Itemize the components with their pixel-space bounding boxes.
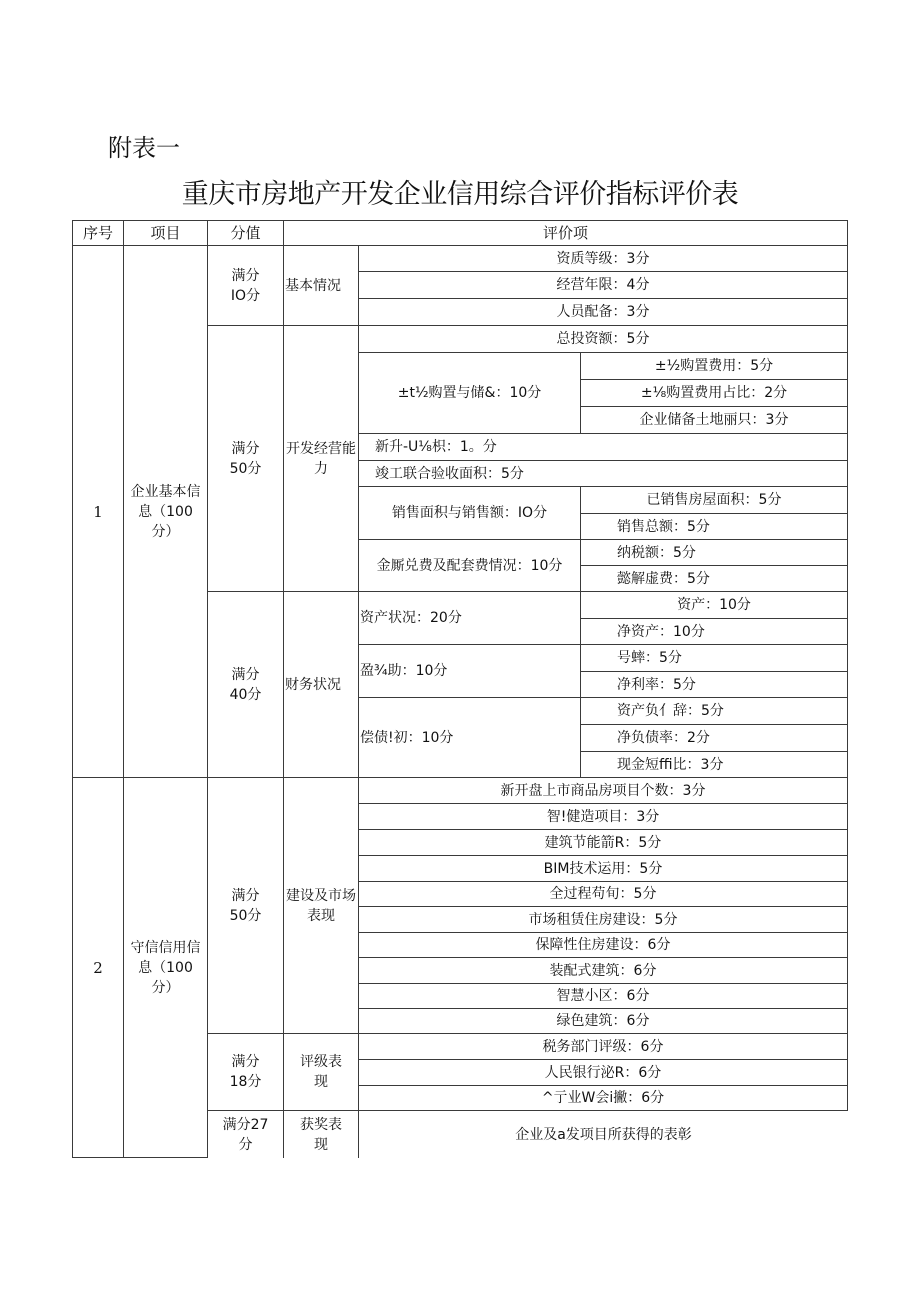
eval-item: 已销售房屋面积：5分	[580, 486, 848, 514]
eval-item: 市场租赁住房建设：5分	[358, 906, 848, 933]
eval-item: 竣工联合验收面积：5分	[358, 460, 848, 487]
score-rating: 满分18分	[207, 1033, 284, 1111]
eval-item: 懿解虚费：5分	[580, 565, 848, 592]
header-evaluation-items: 评价项	[283, 220, 848, 246]
eval-item: 企业及a发项目所获得的表彰	[358, 1110, 848, 1158]
score-finance: 满分40分	[207, 591, 284, 778]
document-title: 重庆市房地产开发企业信用综合评价指标评价表	[181, 179, 739, 210]
eval-item: 智!健造项目：3分	[358, 803, 848, 830]
eval-item: 绿色建筑：6分	[358, 1008, 848, 1034]
eval-item: 号蟀：5分	[580, 644, 848, 672]
eval-item: 资产负亻辞：5分	[580, 697, 848, 725]
score-operations: 满分50分	[207, 325, 284, 592]
eval-item: 智慧小区：6分	[358, 983, 848, 1009]
eval-subgroup: 资产状况：20分	[358, 591, 581, 645]
eval-item: 纳税额：5分	[580, 539, 848, 566]
header-score: 分值	[207, 220, 284, 246]
category-construction: 建设及市场表现	[283, 777, 359, 1034]
category-finance: 财务状况	[283, 591, 359, 778]
eval-item: 税务部门评级：6分	[358, 1033, 848, 1060]
eval-subgroup: 偿债!初：10分	[358, 697, 581, 778]
eval-item: 现金短ffi比：3分	[580, 751, 848, 778]
eval-item: 总投资额：5分	[358, 325, 848, 353]
eval-subgroup: 销售面积与销售额：IO分	[358, 486, 581, 540]
eval-item: 人员配备：3分	[358, 298, 848, 326]
eval-item: ±½购置费用：5分	[580, 352, 848, 380]
eval-item: 资产：10分	[580, 591, 848, 619]
eval-item: 经营年限：4分	[358, 271, 848, 299]
item-trust-credit-info: 守信信用信息（100分）	[123, 777, 208, 1158]
eval-item: 净利率：5分	[580, 671, 848, 698]
eval-item: 净负债率：2分	[580, 724, 848, 752]
eval-item: 保障性住房建设：6分	[358, 932, 848, 958]
table-bottom-border	[72, 1157, 208, 1158]
eval-item: ^亍业W会i撇：6分	[358, 1085, 848, 1111]
eval-item: 建筑节能箭R：5分	[358, 829, 848, 856]
category-awards: 获奖表现	[283, 1110, 359, 1158]
item-enterprise-basic-info: 企业基本信息（100分）	[123, 245, 208, 778]
category-rating: 评级表现	[283, 1033, 359, 1111]
eval-item: ±⅛购置费用占比：2分	[580, 379, 848, 407]
eval-item: 新开盘上市商品房项目个数：3分	[358, 777, 848, 804]
eval-item: 销售总额：5分	[580, 513, 848, 540]
eval-item: 人民银行泌R：6分	[358, 1059, 848, 1086]
serial-2: 2	[72, 777, 124, 1158]
category-operations: 开发经营能力	[283, 325, 359, 592]
eval-item: 净资产：10分	[580, 618, 848, 645]
score-construction: 满分50分	[207, 777, 284, 1034]
eval-subgroup: 盈¾助：10分	[358, 644, 581, 698]
eval-item: 资质等级：3分	[358, 245, 848, 272]
eval-item: 新升-U⅛枳：1。分	[358, 433, 848, 461]
appendix-heading: 附表一	[108, 134, 180, 162]
category-basic: 基本情况	[283, 245, 359, 326]
eval-subgroup: 金厮兑费及配套费情况：10分	[358, 539, 581, 592]
eval-item: 装配式建筑：6分	[358, 957, 848, 984]
score-basic: 满分IO分	[207, 245, 284, 326]
eval-item: 企业储备土地丽只：3分	[580, 406, 848, 434]
eval-item: BIM技术运用：5分	[358, 855, 848, 882]
eval-subgroup: ±t½购置与储&：10分	[358, 352, 581, 434]
eval-item: 全过程苟旬：5分	[358, 881, 848, 907]
serial-1: 1	[72, 245, 124, 778]
header-item: 项目	[123, 220, 208, 246]
header-serial: 序号	[72, 220, 124, 246]
score-awards: 满分27分	[207, 1110, 284, 1158]
